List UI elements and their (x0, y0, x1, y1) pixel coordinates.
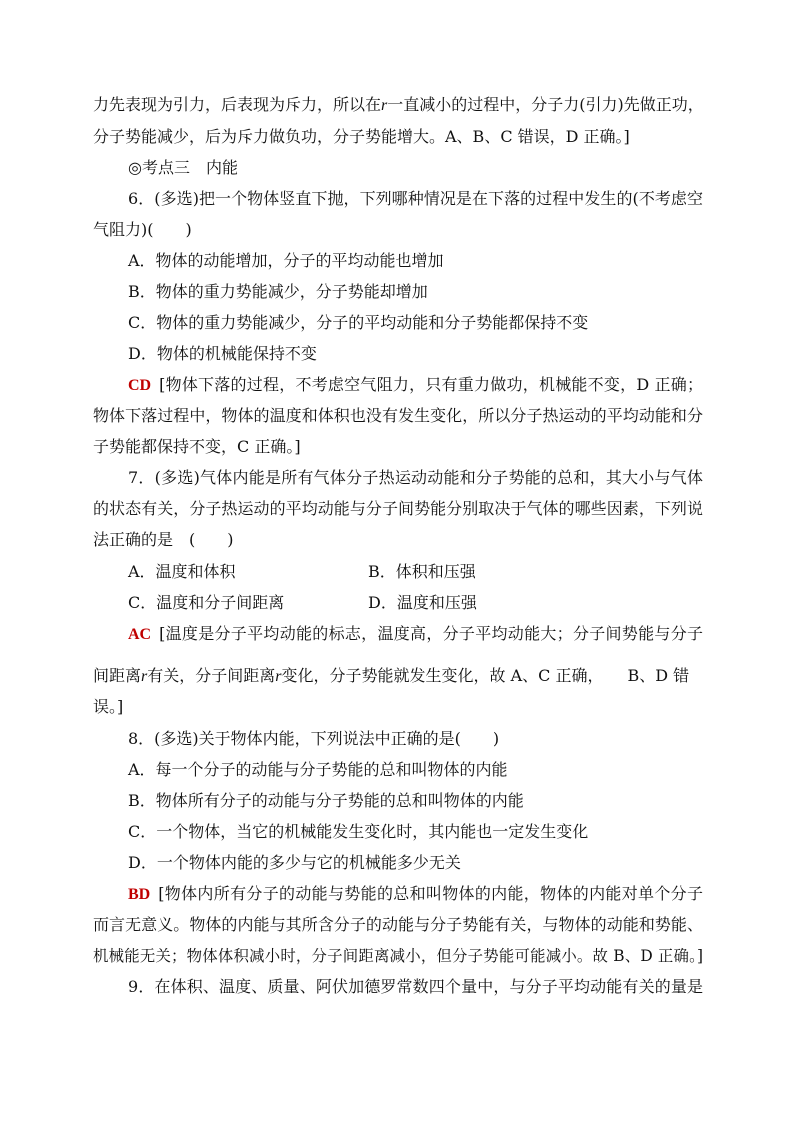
q6-option-a: A．物体的动能增加，分子的平均动能也增加 (128, 251, 444, 270)
q7-option-d: D．温度和压强 (368, 593, 477, 612)
q8-option-c: C．一个物体，当它的机械能发生变化时，其内能也一定发生变化 (128, 822, 589, 841)
q6-explanation-line-1: CD [物体下落的过程，不考虑空气阻力，只有重力做功，机械能不变，D 正确； (128, 375, 703, 394)
q7-option-a: A．温度和体积 (128, 562, 236, 581)
q8-explanation-line-3: 机械能无关；物体体积减小时，分子间距离减小，但分子势能可能减小。故 B、D 正确。] (93, 947, 703, 965)
intro-line-1: 力先表现为引力，后表现为斥力，所以在r一直减小的过程中，分子力(引力)先做正功， (93, 95, 704, 114)
q7-options-row-2 (128, 593, 703, 613)
q7-explanation-line-1: AC [温度是分子平均动能的标志，温度高，分子平均动能大；分子间势能与分子 (128, 624, 703, 643)
q6-option-c: C．物体的重力势能减少，分子的平均动能和分子势能都保持不变 (128, 313, 589, 332)
q8-answer: BD (128, 886, 151, 903)
q8-option-a: A．每一个分子的动能与分子势能的总和叫物体的内能 (128, 760, 508, 779)
q8-explanation-line-2: 而言无意义。物体的内能与其所含分子的动能与分子势能有关，与物体的动能和势能、 (93, 915, 703, 934)
q6-explanation-line-3: 子势能都保持不变，C 正确。] (93, 437, 301, 456)
q8-explanation-line-1: BD [物体内所有分子的动能与势能的总和叫物体的内能，物体的内能对单个分子 (128, 884, 703, 903)
q7-explanation-line-3: 误。] (93, 697, 124, 716)
q7-stem-line-3: 法正确的是 ( ) (93, 530, 234, 549)
intro-line-2: 分子势能减少，后为斥力做负功，分子势能增大。A、B、C 错误，D 正确。] (93, 127, 630, 146)
q7-answer: AC (128, 626, 152, 643)
q6-answer: CD (128, 377, 152, 394)
q9-stem-line-1: 9．在体积、温度、质量、阿伏加德罗常数四个量中，与分子平均动能有关的量是 (128, 977, 703, 996)
q6-stem-line-1: 6．(多选)把一个物体竖直下抛，下列哪种情况是在下落的过程中发生的(不考虑空 (128, 189, 703, 208)
q8-stem: 8．(多选)关于物体内能，下列说法中正确的是( ) (128, 729, 500, 748)
q6-stem-line-2: 气阻力)( ) (93, 220, 192, 239)
q7-options-row-1 (128, 562, 703, 582)
q6-option-b: B．物体的重力势能减少，分子势能却增加 (128, 282, 428, 301)
q7-stem-line-2: 的状态有关，分子热运动的平均动能与分子间势能分别取决于气体的哪些因素，下列说 (93, 499, 703, 518)
q7-option-b: B．体积和压强 (368, 562, 476, 581)
q6-option-d: D．物体的机械能保持不变 (128, 344, 317, 363)
q6-explanation-line-2: 物体下落过程中，物体的温度和体积也没有发生变化，所以分子热运动的平均动能和分 (93, 406, 703, 425)
q8-option-d: D．一个物体内能的多少与它的机械能多少无关 (128, 853, 461, 872)
section-heading: ◎考点三 内能 (128, 158, 238, 177)
q8-option-b: B．物体所有分子的动能与分子势能的总和叫物体的内能 (128, 791, 524, 810)
q7-option-c: C．温度和分子间距离 (128, 593, 285, 612)
q7-explanation-line-2: 间距离r有关，分子间距离r变化，分子势能就发生变化，故 A、C 正确， B、D 错 (93, 666, 690, 685)
q7-stem-line-1: 7．(多选)气体内能是所有气体分子热运动动能和分子势能的总和，其大小与气体 (128, 468, 703, 487)
